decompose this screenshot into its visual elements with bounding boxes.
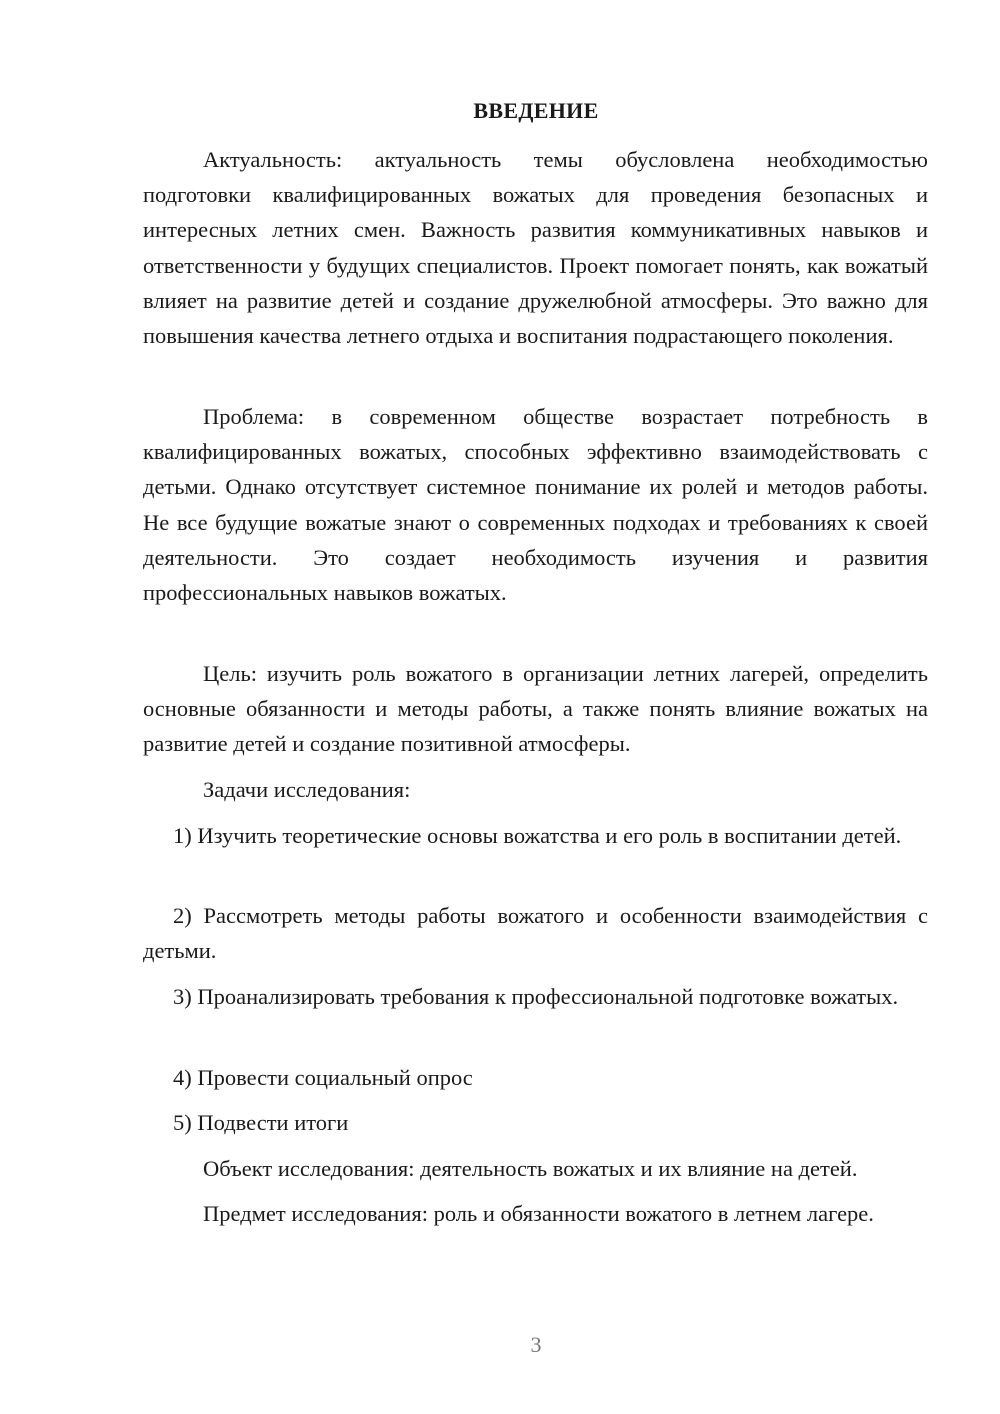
relevance-paragraph: [143, 142, 928, 353]
problem-paragraph: [143, 399, 928, 610]
task-item: 4) Провести социальный опрос: [173, 1065, 473, 1090]
task-3-block: [143, 979, 928, 1014]
goal-paragraph: [143, 656, 928, 762]
task-4-block: [143, 1060, 928, 1095]
task-1-block: [143, 818, 928, 853]
research-object: Объект исследования: деятельность вожатых и их влияние на детей.: [203, 1156, 858, 1181]
paragraph-relevance: Актуальность: актуальность темы обусловлена необходимостью подготовки квалифицированных вожатых для проведения безопасных и интересных летних смен. Важность развития коммуникативных навыков и ответственности у будущих специалистов. Проект помогает понять, как вожатый влияет на развитие детей и создание дружелюбной атмосферы. Это важно для повышения качества летнего отдыха и воспитания подрастающего поколения.: [143, 147, 928, 349]
object-block: [143, 1151, 928, 1186]
subject-block: [143, 1196, 928, 1231]
task-item: 3) Проанализировать требования к профессиональной подготовке вожатых.: [173, 984, 899, 1009]
task-item: 1) Изучить теоретические основы вожатства и его роль в воспитании детей.: [173, 823, 902, 848]
paragraph-goal: Цель: изучить роль вожатого в организации летних лагерей, определить основные обязанности и методы работы, а также понять влияние вожатых на развитие детей и создание позитивной атмосферы.: [143, 661, 928, 757]
research-subject: Предмет исследования: роль и обязанности вожатого в летнем лагере.: [203, 1201, 874, 1226]
task-item: 2) Рассмотреть методы работы вожатого и особенности взаимодействия с детьми.: [143, 903, 928, 964]
tasks-heading: Задачи исследования:: [203, 777, 411, 802]
paragraph-problem: Проблема: в современном обществе возрастает потребность в квалифицированных вожатых, способных эффективно взаимодействовать с детьми. Однако отсутствует системное понимание их ролей и методов работы. Не все будущие вожатые знают о современных подходах и требованиях к своей деятельности. Это создает необходимость изучения и развития профессиональных навыков вожатых.: [143, 404, 928, 606]
tasks-heading-block: [143, 772, 928, 807]
task-5-block: [143, 1105, 928, 1140]
page-title: ВВЕДЕНИЕ: [473, 98, 599, 123]
task-item: 5) Подвести итоги: [173, 1110, 349, 1135]
task-2-block: [143, 898, 928, 968]
page-number: 3: [530, 1332, 542, 1357]
